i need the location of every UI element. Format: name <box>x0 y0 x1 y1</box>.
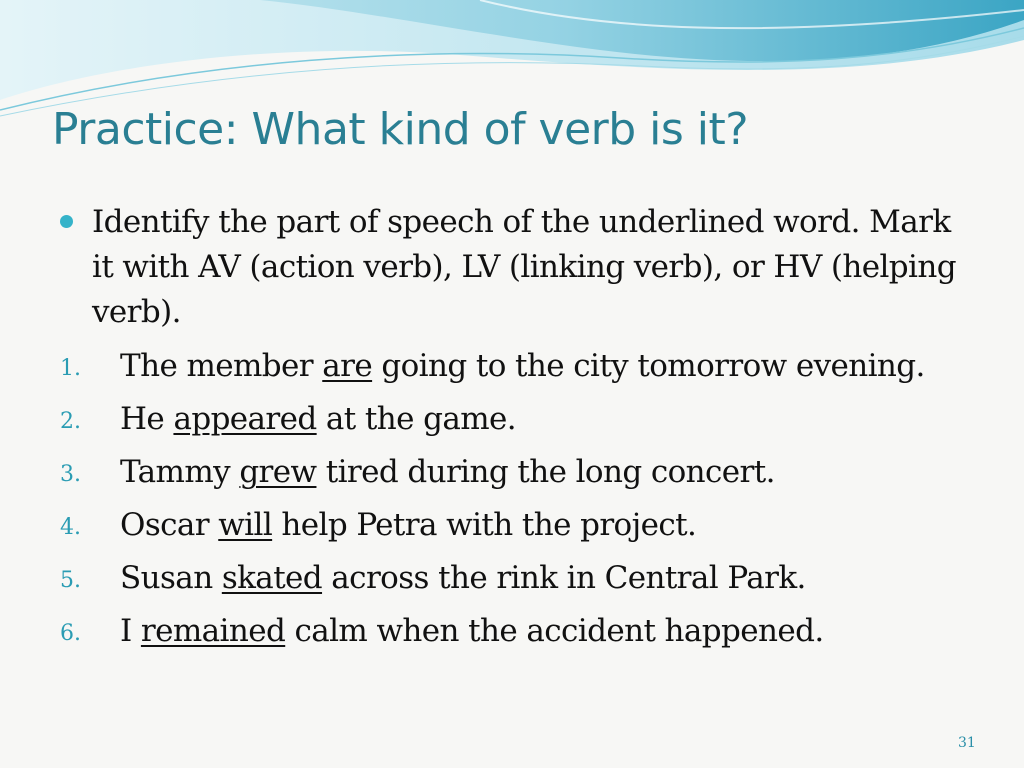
underlined-word: appeared <box>173 401 317 437</box>
sentence-before: Oscar <box>120 507 219 543</box>
page-number: 31 <box>958 735 976 751</box>
item-sentence <box>120 605 824 658</box>
item-sentence <box>120 446 775 499</box>
sentence-after: tired during the long concert. <box>316 454 775 490</box>
sentence-before: Tammy <box>120 454 240 490</box>
sentence-after: across the rink in Central Park. <box>322 560 806 596</box>
item-number: 1. <box>60 356 81 381</box>
item-number: 4. <box>60 515 81 540</box>
sentence-after: help Petra with the project. <box>272 507 697 543</box>
sentence-before: I <box>120 613 141 649</box>
item-sentence <box>120 499 696 552</box>
underlined-word: grew <box>239 454 317 490</box>
item-number: 6. <box>60 621 81 646</box>
item-sentence <box>120 552 806 605</box>
list-item <box>60 393 1000 446</box>
item-number: 3. <box>60 462 81 487</box>
item-number: 5. <box>60 568 81 593</box>
underlined-word: remained <box>140 613 286 649</box>
instruction-text: Identify the part of speech of the underlined word. Mark it with AV (action verb), LV (linking verb), or HV (helping verb). <box>92 204 956 330</box>
list-item <box>60 446 1000 499</box>
list-item <box>60 499 1000 552</box>
sentence-before: Susan <box>120 560 222 596</box>
sentence-before: He <box>120 401 174 437</box>
sentence-before: The member <box>120 348 323 384</box>
exercise-list <box>60 340 1000 658</box>
instruction-bullet <box>60 200 980 335</box>
list-item <box>60 340 1000 393</box>
underlined-word: are <box>322 348 373 384</box>
list-item <box>60 552 1000 605</box>
item-number: 2. <box>60 409 81 434</box>
underlined-word: skated <box>221 560 323 596</box>
bullet-dot-icon <box>60 215 73 228</box>
underlined-word: will <box>218 507 273 543</box>
item-sentence <box>120 393 516 446</box>
sentence-after: going to the city tomorrow evening. <box>372 348 925 384</box>
sentence-after: calm when the accident happened. <box>285 613 824 649</box>
sentence-after: at the game. <box>316 401 517 437</box>
slide-title: Practice: What kind of verb is it? <box>52 104 749 155</box>
list-item <box>60 605 1000 658</box>
item-sentence <box>120 340 925 393</box>
